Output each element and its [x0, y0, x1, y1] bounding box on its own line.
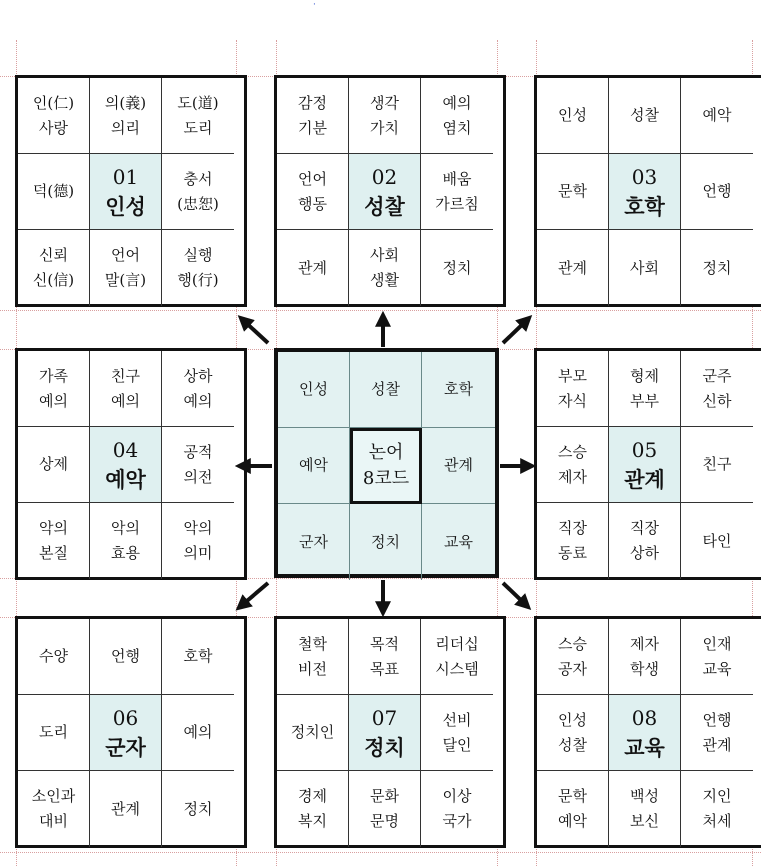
block-05-cell-1: 부모 자식	[537, 351, 609, 427]
arrow-to-block-06	[241, 583, 268, 606]
block-06-cell-2: 언행	[90, 619, 162, 695]
block-05-cell-8: 타인	[702, 531, 732, 550]
block-03-cell-4: 문학	[537, 154, 609, 230]
block-08-title: 교육	[624, 734, 665, 760]
center-cell-yeak: 예악	[278, 428, 350, 504]
center-cell-seongchal: 성찰	[350, 352, 422, 428]
block-06-cell-3: 호학	[162, 619, 234, 695]
block-02-cell-5: 배움 가르침	[421, 154, 493, 230]
block-03-cell-3: 예악	[681, 78, 753, 154]
center-core: 논어 8코드	[350, 428, 422, 504]
block-02-cell-2: 생각 가치	[349, 78, 421, 154]
block-02-cell-8: 정치	[442, 258, 472, 277]
block-04-cell-8: 악의 의미	[183, 519, 213, 562]
center-cell-hohak: 호학	[422, 352, 495, 428]
arrow-to-block-08	[503, 583, 526, 605]
block-02-cell-3: 예의 염치	[421, 78, 493, 154]
block-02-cell-4: 언어 행동	[277, 154, 349, 230]
block-03-cell-2: 성찰	[609, 78, 681, 154]
block-07-cell-7: 문화 문명	[349, 771, 421, 847]
center-cell-gunja: 군자	[278, 504, 350, 580]
block-04-cell-4: 상제	[18, 427, 90, 503]
block-01-title: 인성	[105, 193, 146, 219]
block-05-cell-2: 형제 부부	[609, 351, 681, 427]
block-01-cell-3: 도(道) 도리	[162, 78, 234, 154]
block-03-cell-5: 언행	[681, 154, 753, 230]
block-03-cell-1: 인성	[537, 78, 609, 154]
center-cell-gyoyuk: 교육	[444, 532, 473, 551]
stray-dot: ·	[313, 0, 316, 10]
block-08-cell-8: 지인 처세	[702, 787, 732, 830]
block-02-title: 성찰	[364, 193, 405, 219]
block-08-cell-2: 제자 학생	[609, 619, 681, 695]
block-01-number: 01	[112, 164, 139, 189]
block-07-cell-5: 선비 달인	[421, 695, 493, 771]
block-06-cell-6: 소인과 대비	[18, 771, 90, 847]
block-08-number: 08	[631, 705, 658, 730]
block-03-number: 03	[631, 164, 658, 189]
block-01-cell-1: 인(仁) 사랑	[18, 78, 90, 154]
block-01-cell-7: 언어 말(言)	[90, 230, 162, 306]
block-07-title: 정치	[364, 734, 405, 760]
block-05-title: 관계	[624, 466, 665, 492]
block-01-cell-6: 신뢰 신(信)	[18, 230, 90, 306]
block-04-cell-3: 상하 예의	[162, 351, 234, 427]
block-04-cell-2: 친구 예의	[90, 351, 162, 427]
block-04-cell-1: 가족 예의	[18, 351, 90, 427]
block-04-number: 04	[112, 437, 139, 462]
block-06-cell-8: 정치	[183, 799, 213, 818]
block-05-number: 05	[631, 437, 658, 462]
block-01-cell-5: 충서 (忠恕)	[162, 154, 234, 230]
block-03-cell-8: 정치	[702, 258, 732, 277]
center-cell-gwangye: 관계	[422, 428, 495, 504]
block-06-cell-7: 관계	[90, 771, 162, 847]
center-cell-jeongchi: 정치	[350, 504, 422, 580]
block-04-cell-6: 악의 본질	[18, 503, 90, 579]
block-08-cell-5: 언행 관계	[681, 695, 753, 771]
block-06-number: 06	[112, 705, 139, 730]
block-05-cell-3: 군주 신하	[681, 351, 753, 427]
center-cell-insung: 인성	[278, 352, 350, 428]
block-08-cell-3: 인재 교육	[681, 619, 753, 695]
block-07-cell-2: 목적 목표	[349, 619, 421, 695]
block-02-cell-7: 사회 생활	[349, 230, 421, 306]
block-06-cell-5: 예의	[162, 695, 234, 771]
block-05-cell-4: 스승 제자	[537, 427, 609, 503]
block-08-cell-4: 인성 성찰	[537, 695, 609, 771]
block-07-cell-1: 철학 비전	[277, 619, 349, 695]
block-07-cell-4: 정치인	[277, 695, 349, 771]
block-06-cell-1: 수양	[18, 619, 90, 695]
block-02-cell-1: 감정 기분	[277, 78, 349, 154]
block-04-cell-5: 공적 의전	[162, 427, 234, 503]
block-05-cell-7: 직장 상하	[609, 503, 681, 579]
block-04-title: 예악	[105, 466, 146, 492]
block-08-cell-6: 문학 예악	[537, 771, 609, 847]
block-07-number: 07	[371, 705, 398, 730]
block-08-cell-7: 백성 보신	[609, 771, 681, 847]
block-08-cell-1: 스승 공자	[537, 619, 609, 695]
block-01-cell-4: 덕(德)	[18, 154, 90, 230]
block-02-cell-6: 관계	[277, 230, 349, 306]
block-02-number: 02	[371, 164, 398, 189]
arrow-to-block-03	[503, 320, 527, 343]
arrow-to-block-01	[243, 320, 268, 343]
block-01-cell-2: 의(義) 의리	[90, 78, 162, 154]
block-04-cell-7: 악의 효용	[90, 503, 162, 579]
block-07-cell-8: 이상 국가	[442, 787, 472, 830]
block-03-cell-6: 관계	[537, 230, 609, 306]
block-01-cell-8: 실행 행(行)	[177, 246, 219, 289]
block-07-cell-3: 리더십 시스템	[421, 619, 493, 695]
block-06-title: 군자	[105, 734, 146, 760]
block-03-title: 호학	[624, 193, 665, 219]
block-05-cell-6: 직장 동료	[537, 503, 609, 579]
block-06-cell-4: 도리	[18, 695, 90, 771]
block-05-cell-5: 친구	[681, 427, 753, 503]
block-07-cell-6: 경제 복지	[277, 771, 349, 847]
block-03-cell-7: 사회	[609, 230, 681, 306]
